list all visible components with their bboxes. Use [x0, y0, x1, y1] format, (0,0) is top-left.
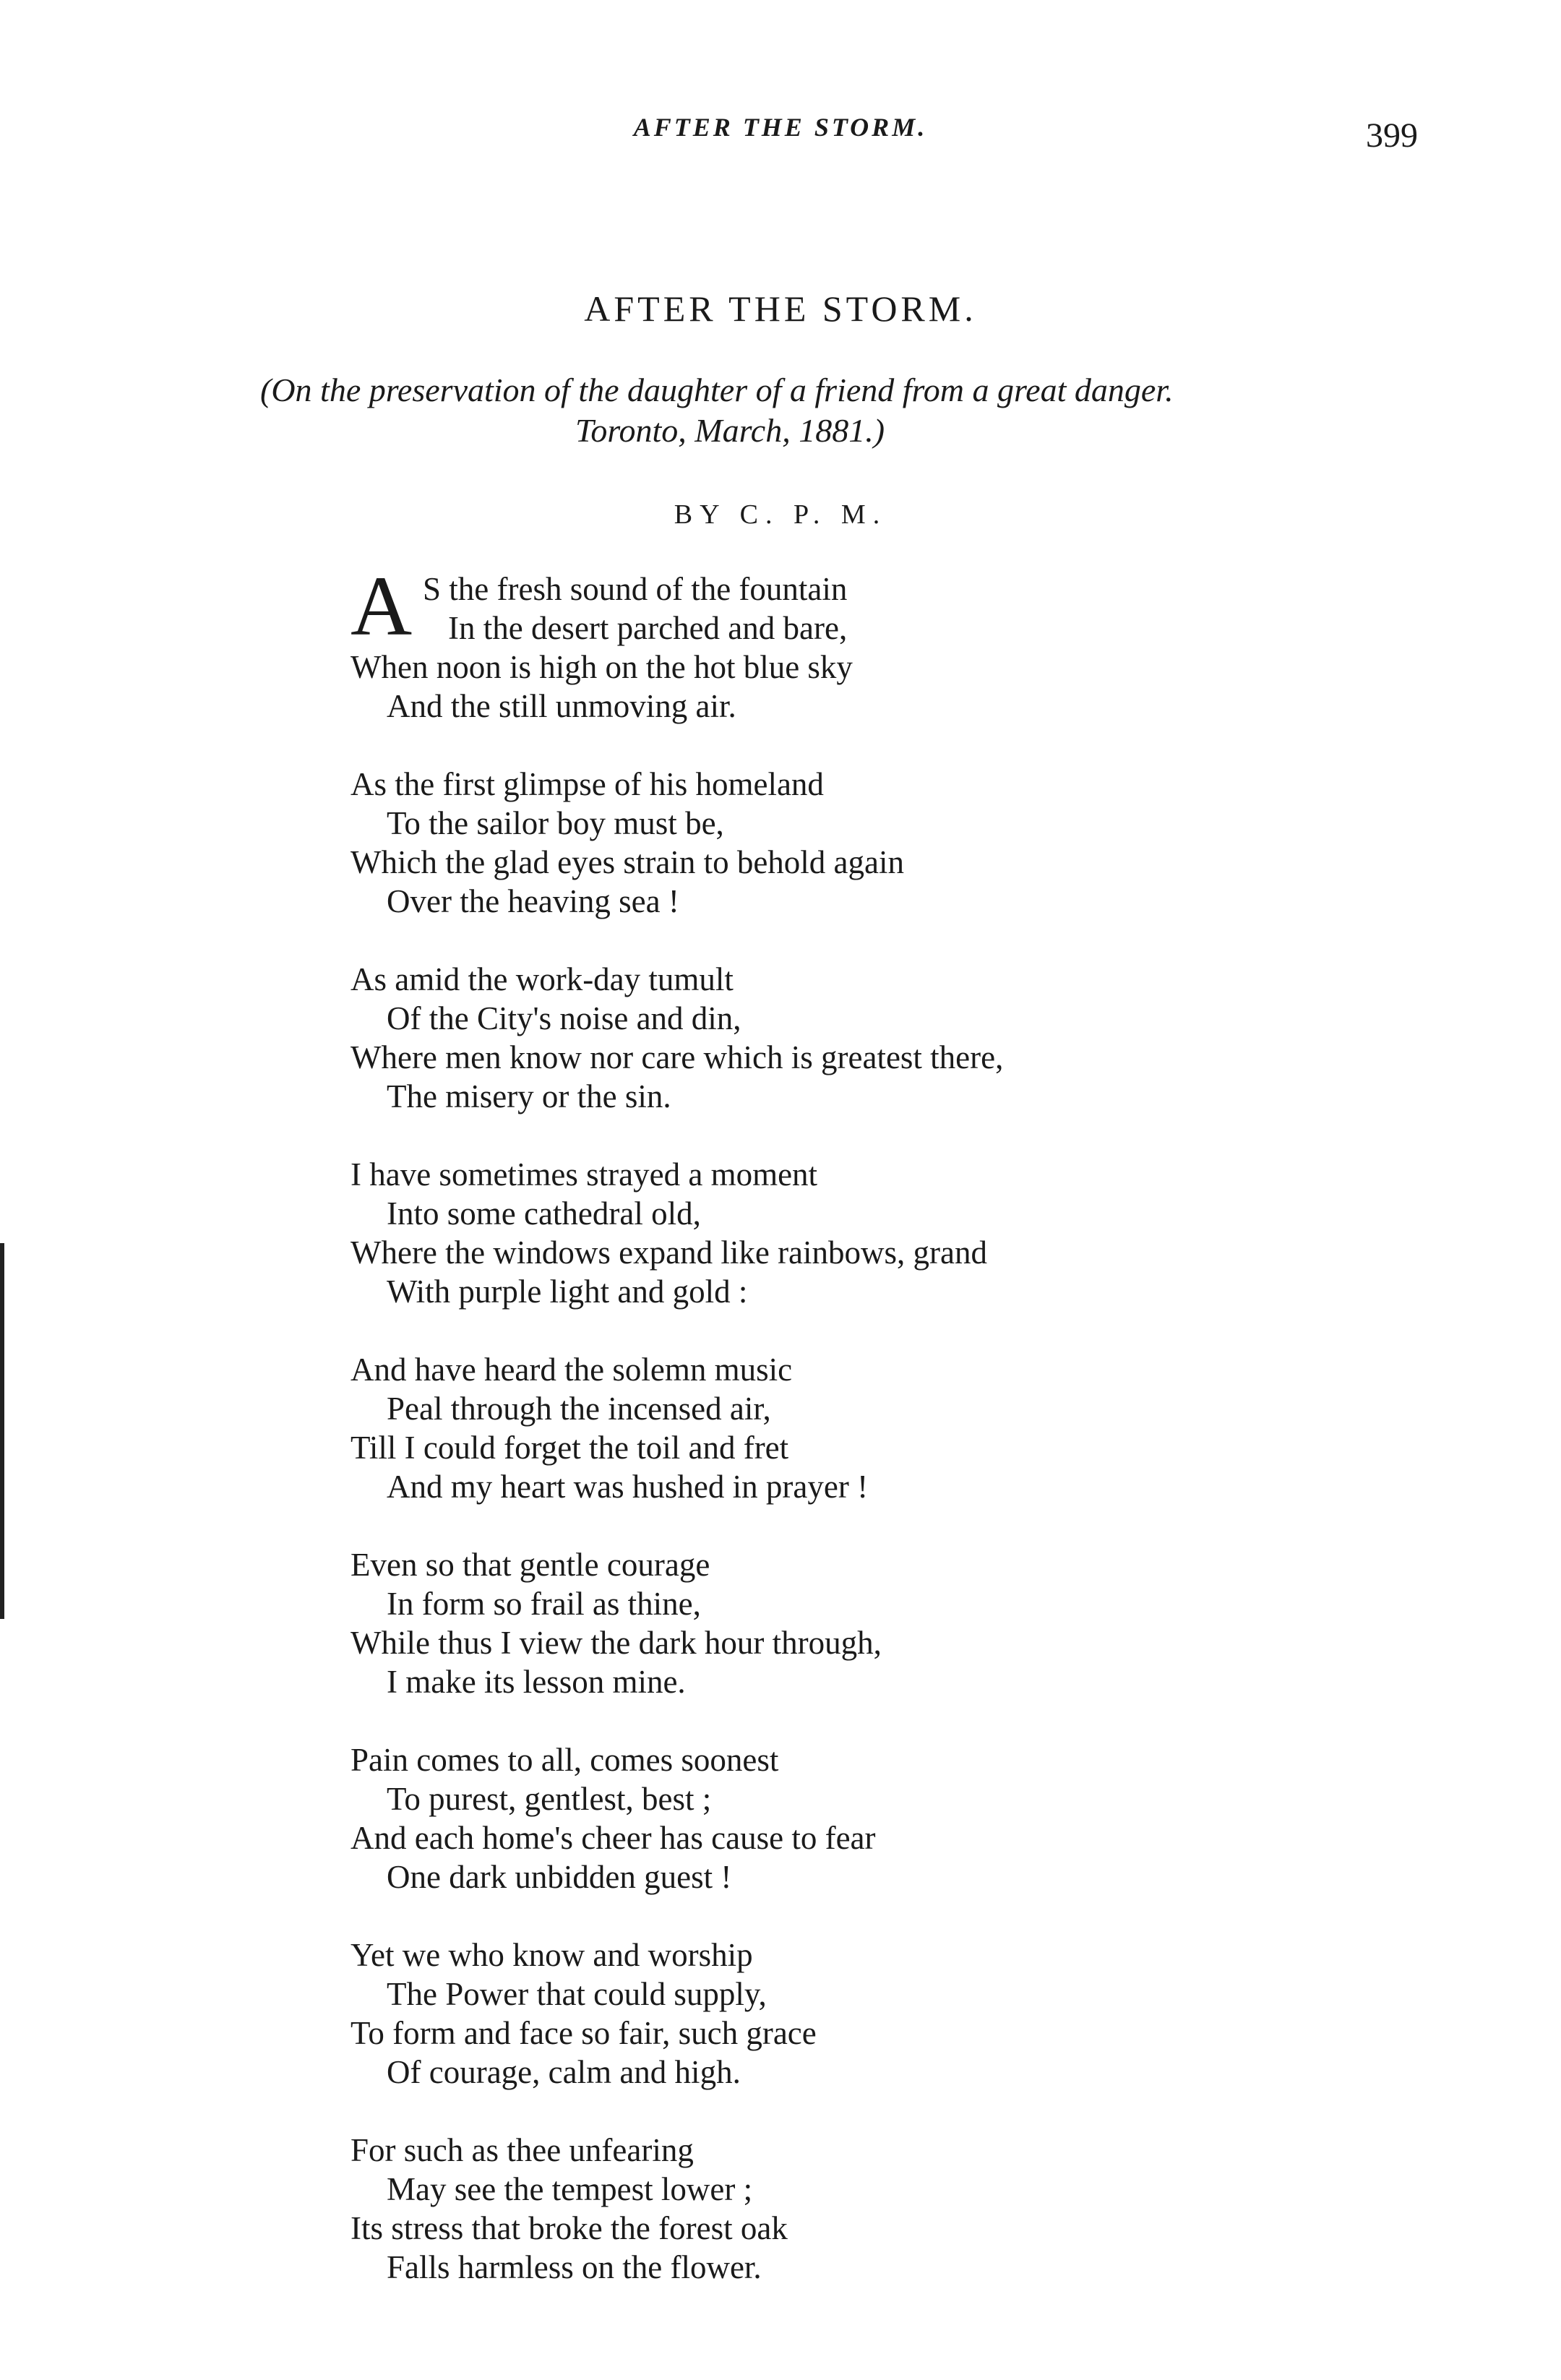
poem-line: Over the heaving sea !: [387, 883, 679, 919]
running-title: AFTER THE STORM.: [633, 113, 928, 142]
poem-title: AFTER THE STORM.: [584, 288, 977, 329]
poem-line: The misery or the sin.: [387, 1078, 671, 1114]
stanza-6: [351, 1545, 1362, 1701]
stanza-2: [351, 765, 1362, 921]
poem-line: Even so that gentle courage: [351, 1547, 710, 1583]
poem-line: Yet we who know and worship: [351, 1937, 753, 1973]
poem-line: Where men know nor care which is greatest there,: [351, 1039, 1004, 1075]
poem-line: And my heart was hushed in prayer !: [387, 1469, 869, 1505]
poem-line: Its stress that broke the forest oak: [351, 2210, 788, 2246]
poem-line: I make its lesson mine.: [387, 1664, 686, 1700]
poem-line: And the still unmoving air.: [387, 688, 736, 724]
subtitle-line-2: Toronto, March, 1881.): [575, 412, 885, 449]
stanza-9: [351, 2131, 1362, 2287]
poem-line: To the sailor boy must be,: [387, 805, 724, 841]
poem-line: To purest, gentlest, best ;: [387, 1781, 712, 1817]
poem-line: When noon is high on the hot blue sky: [351, 649, 853, 685]
poem-line: Till I could forget the toil and fret: [351, 1430, 789, 1466]
stanza-7: [351, 1740, 1362, 1896]
poem-line: S the fresh sound of the fountain: [423, 571, 848, 607]
poem-line: And have heard the solemn music: [351, 1352, 793, 1388]
stanza-1: [351, 559, 1362, 726]
byline: BY C. P. M.: [674, 499, 887, 530]
poem-line: As amid the work-day tumult: [351, 961, 734, 997]
stanza-4: [351, 1155, 1362, 1311]
poem-line: And each home's cheer has cause to fear: [351, 1820, 876, 1856]
poem-line: Which the glad eyes strain to behold again: [351, 844, 905, 880]
page-number: 399: [1366, 116, 1418, 155]
poem-line: One dark unbidden guest !: [387, 1859, 732, 1895]
poem-line: In form so frail as thine,: [387, 1586, 701, 1622]
poem-line: To form and face so fair, such grace: [351, 2015, 817, 2051]
stanza-5: [351, 1350, 1362, 1506]
drop-cap: A: [351, 559, 413, 653]
poem-subtitle: [260, 370, 1330, 451]
poem-line: Where the windows expand like rainbows, grand: [351, 1234, 987, 1271]
poem-line: For such as thee unfearing: [351, 2132, 694, 2168]
poem-line: I have sometimes strayed a moment: [351, 1156, 818, 1193]
poem-line: As the first glimpse of his homeland: [351, 766, 824, 802]
poem-line: Into some cathedral old,: [387, 1195, 701, 1232]
poem-line: The Power that could supply,: [387, 1976, 767, 2012]
poem-line: Of courage, calm and high.: [387, 2054, 741, 2090]
poem-line: In the desert parched and bare,: [448, 610, 848, 646]
poem-body: [351, 559, 1362, 2326]
binding-edge: [0, 1243, 4, 1619]
subtitle-line-1: (On the preservation of the daughter of a friend from a great danger.: [260, 371, 1174, 408]
poem-line: With purple light and gold :: [387, 1273, 748, 1310]
poem-line: Peal through the incensed air,: [387, 1391, 771, 1427]
poem-line: Of the City's noise and din,: [387, 1000, 741, 1036]
stanza-8: [351, 1936, 1362, 2092]
stanza-3: [351, 960, 1362, 1116]
poem-line: Pain comes to all, comes soonest: [351, 1742, 779, 1778]
poem-line: May see the tempest lower ;: [387, 2171, 753, 2207]
poem-line: Falls harmless on the flower.: [387, 2249, 762, 2285]
poem-line: While thus I view the dark hour through,: [351, 1625, 882, 1661]
